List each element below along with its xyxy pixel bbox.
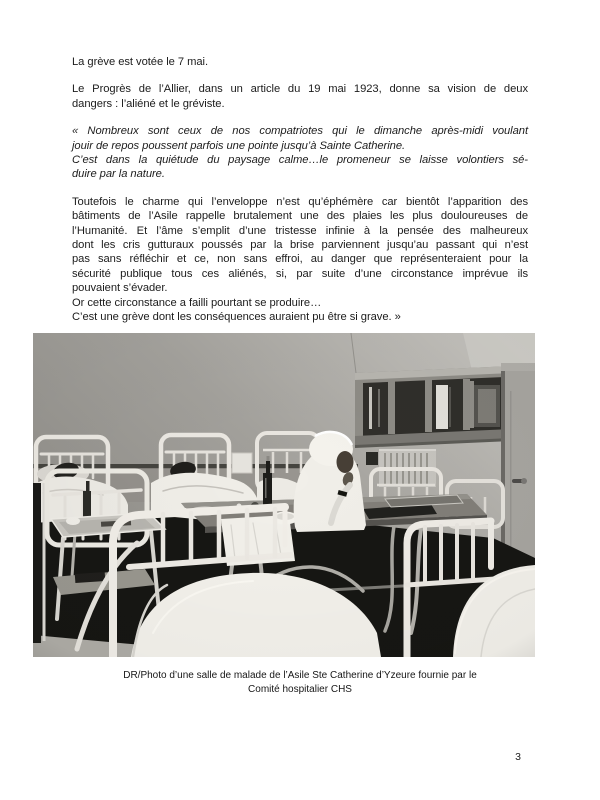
paragraph [72, 55, 528, 69]
text-line: C’est dans la quiétude du paysage calme…le promeneur se laisse volontiers sé- [72, 154, 528, 167]
paragraph [72, 124, 528, 182]
ward-photo-scene [33, 333, 535, 657]
photo-caption [72, 669, 528, 697]
text-line: « Nombreux sont ceux de nos compatriotes qui le dimanche après-midi voulant [72, 125, 528, 138]
text-line: duire par la nature. [72, 168, 165, 181]
caption-line-1: DR/Photo d’une salle de malade de l’Asile Ste Catherine d’Yzeure fournie par le [123, 670, 477, 681]
text-line: dangers : l’aliéné et le gréviste. [72, 97, 225, 110]
text-line: Le Progrès de l’Allier, dans un article du 19 mai 1923, donne sa vision de deux [72, 83, 528, 96]
photo-vignette [33, 333, 535, 657]
paragraph [72, 195, 528, 325]
text-line: Or cette circonstance a failli pourtant se produire… [72, 296, 322, 309]
ward-photo [33, 333, 535, 657]
text-line: sécurité publique tous ces aliénés, si, par suite d’une circonstance imprévue ils [72, 267, 528, 280]
text-line: C’est une grève dont les conséquences auraient pu être si grave. » [72, 311, 401, 324]
text-line: La grève est votée le 7 mai. [72, 56, 209, 68]
text-line: dont les cris gutturaux poussés par la brise parviennent jusqu’au passant qui n’est [72, 239, 528, 252]
paragraph [72, 82, 528, 111]
page-number: 3 [515, 751, 521, 763]
text-line: bâtiments de l’Asile rappelle brutalement une des plaies les plus douloureuses de [72, 210, 528, 223]
body-paragraphs [72, 55, 528, 338]
text-line: l’Humanité. Et l’âme s’emplit d’une tristesse infinie à la pensée des malheureux [72, 224, 528, 237]
text-line: jouir de repos poussent parfois une pointe jusqu’à Sainte Catherine. [72, 139, 406, 152]
text-line: Toutefois le charme qui l’enveloppe n’est qu’éphémère car bientôt l’apparition des [72, 195, 528, 208]
text-line: pouvaient s’évader. [72, 282, 168, 295]
text-line: pas sans réfléchir et ce, non sans effroi, au danger que représenteraient pour la [72, 253, 528, 266]
caption-line-2: Comité hospitalier CHS [248, 684, 352, 695]
